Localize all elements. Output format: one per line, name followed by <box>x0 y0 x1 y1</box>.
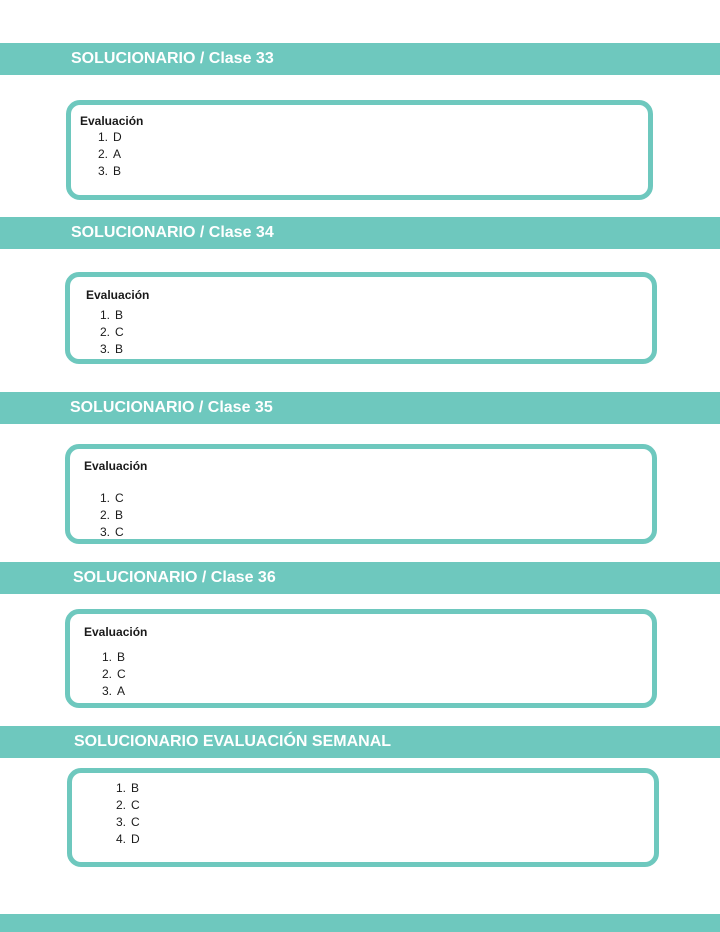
answer-number: 2. <box>100 508 111 522</box>
answer-number: 4. <box>116 832 127 846</box>
answer-number: 2. <box>116 798 127 812</box>
section-banner-clase-34: SOLUCIONARIO / Clase 34 <box>0 217 720 249</box>
answer-number: 1. <box>102 650 113 664</box>
answer-card-evaluacion-semanal <box>67 768 659 867</box>
answer-letter: D <box>131 832 140 846</box>
answer-letter: A <box>117 684 126 698</box>
answer-item <box>100 524 124 541</box>
answer-letter: B <box>131 781 140 795</box>
answer-number: 2. <box>98 147 109 161</box>
answer-letter: C <box>131 815 140 829</box>
answer-letter: B <box>115 508 124 522</box>
card-title: Evaluación <box>80 114 144 128</box>
section-banner-evaluacion-semanal: SOLUCIONARIO EVALUACIÓN SEMANAL <box>0 726 720 758</box>
answer-item <box>100 341 124 358</box>
card-title: Evaluación <box>84 459 148 473</box>
answer-item <box>100 324 124 341</box>
answer-item <box>116 814 140 831</box>
answer-number: 1. <box>98 130 109 144</box>
answer-list <box>116 780 140 848</box>
section-banner-clase-35: SOLUCIONARIO / Clase 35 <box>0 392 720 424</box>
answer-list <box>100 307 124 358</box>
answer-item <box>102 649 126 666</box>
answer-item <box>98 129 122 146</box>
answer-card-clase-33 <box>66 100 653 200</box>
answer-list <box>100 490 124 541</box>
answer-letter: C <box>115 491 124 505</box>
answer-item <box>116 780 140 797</box>
answer-number: 2. <box>102 667 113 681</box>
answer-number: 2. <box>100 325 111 339</box>
section-banner-clase-36: SOLUCIONARIO / Clase 36 <box>0 562 720 594</box>
answer-number: 1. <box>100 491 111 505</box>
answer-letter: B <box>113 164 122 178</box>
answer-item <box>98 163 122 180</box>
answer-list <box>98 129 122 180</box>
answer-letter: C <box>115 325 124 339</box>
answer-item <box>116 797 140 814</box>
card-title: Evaluación <box>84 625 148 639</box>
answer-card-clase-36 <box>65 609 657 708</box>
footer-bar <box>0 914 720 932</box>
answer-letter: C <box>131 798 140 812</box>
answer-card-clase-34 <box>65 272 657 364</box>
answer-letter: C <box>115 525 124 539</box>
answer-item <box>98 146 122 163</box>
answer-item <box>116 831 140 848</box>
answer-item <box>102 683 126 700</box>
answer-number: 3. <box>116 815 127 829</box>
section-banner-clase-33: SOLUCIONARIO / Clase 33 <box>0 43 720 75</box>
answer-letter: C <box>117 667 126 681</box>
answer-item <box>100 490 124 507</box>
answer-card-clase-35 <box>65 444 657 544</box>
answer-item <box>102 666 126 683</box>
answer-letter: D <box>113 130 122 144</box>
card-title: Evaluación <box>86 288 150 302</box>
answer-number: 3. <box>100 342 111 356</box>
answer-number: 1. <box>100 308 111 322</box>
answer-number: 3. <box>98 164 109 178</box>
answer-number: 3. <box>100 525 111 539</box>
answer-item <box>100 507 124 524</box>
answer-item <box>100 307 124 324</box>
answer-number: 3. <box>102 684 113 698</box>
answer-letter: B <box>115 342 124 356</box>
answer-letter: B <box>115 308 124 322</box>
answer-list <box>102 649 126 700</box>
answer-letter: B <box>117 650 126 664</box>
answer-letter: A <box>113 147 122 161</box>
answer-number: 1. <box>116 781 127 795</box>
